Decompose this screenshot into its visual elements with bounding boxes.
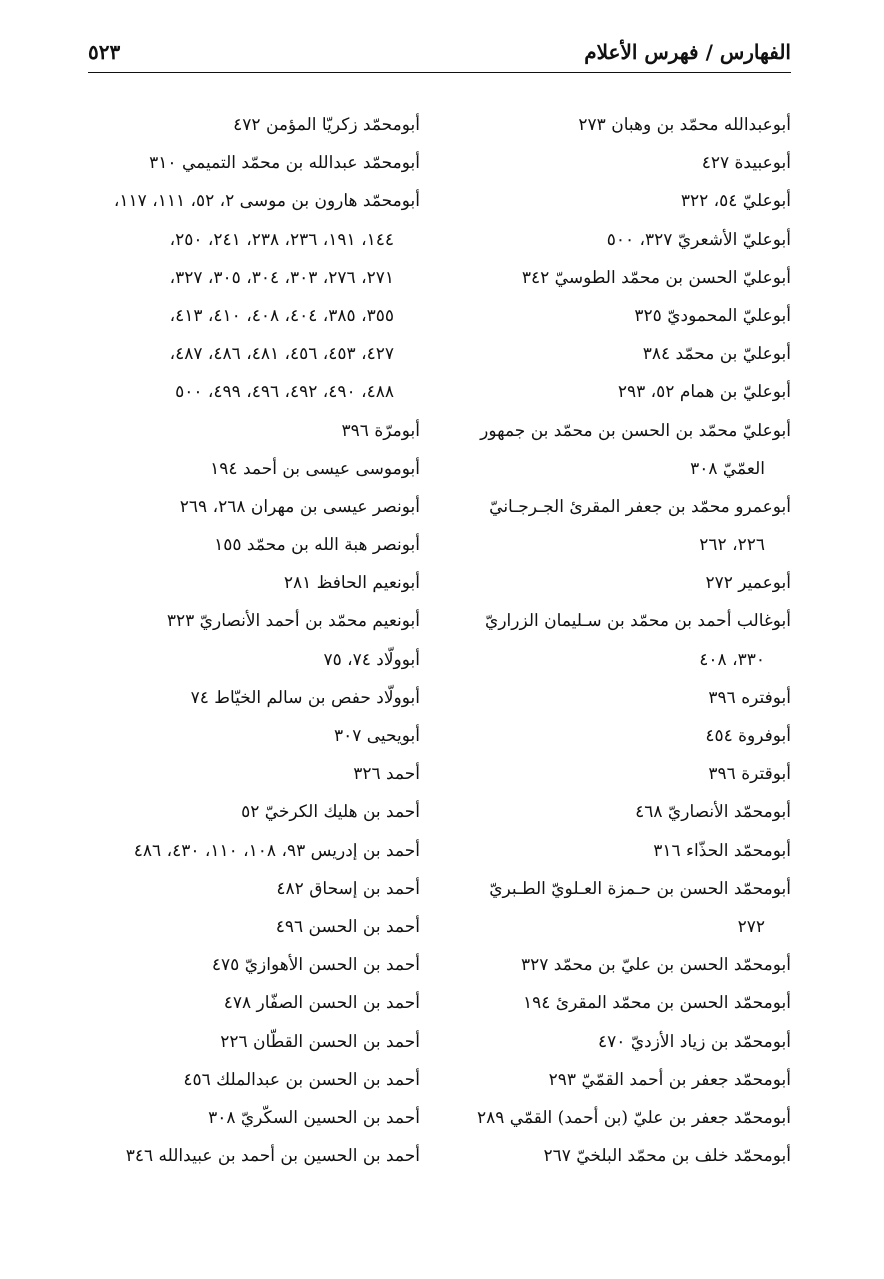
- index-entry: أحمد بن الحسن القطّان ٢٢٦: [220, 1031, 420, 1052]
- index-entry: أبوعليّ الأشعريّ ٣٢٧، ٥٠٠: [606, 229, 791, 250]
- index-entry: أحمد ٣٢٦: [353, 764, 420, 785]
- index-entry: أبومحمّد الحسن بن حـمزة العـلويّ الطـبريّ: [489, 878, 791, 899]
- index-entry: أحمد بن إدريس ٩٣، ١٠٨، ١١٠، ٤٣٠، ٤٨٦: [133, 840, 420, 861]
- index-entry-continuation: ١٤٤، ١٩١، ٢٣٦، ٢٣٨، ٢٤١، ٢٥٠،: [169, 229, 394, 250]
- index-entry-continuation: العمّيّ ٣٠٨: [690, 458, 765, 479]
- index-entry: أبومحمّد الحسن بن محمّد المقرئ ١٩٤: [523, 993, 791, 1014]
- index-entry: أبوعليّ بن همام ٥٢، ٢٩٣: [617, 382, 791, 403]
- index-entry: أحمد بن الحسين السكّريّ ٣٠٨: [208, 1107, 420, 1128]
- index-entry: أبونعيم الحافظ ٢٨١: [283, 573, 420, 594]
- index-entry: أبونصر عيسى بن مهران ٢٦٨، ٢٦٩: [179, 496, 420, 517]
- index-entry: أبومحمّد خلف بن محمّد البلخيّ ٢٦٧: [543, 1146, 791, 1167]
- index-entry: أحمد بن الحسن الأهوازيّ ٤٧٥: [211, 955, 420, 976]
- page-number: ٥٢٣: [88, 40, 121, 64]
- page-header: [88, 34, 791, 70]
- index-entry-continuation: ٢٧٢: [737, 916, 765, 937]
- index-entry: أبومحمّد الحذّاء ٣١٦: [653, 840, 791, 861]
- index-entry: أبوموسى عيسى بن أحمد ١٩٤: [210, 458, 420, 479]
- index-entry-continuation: ٤٨٨، ٤٩٠، ٤٩٢، ٤٩٦، ٤٩٩، ٥٠٠: [175, 382, 394, 403]
- index-entry: أبونصر هبة الله بن محمّد ١٥٥: [214, 535, 420, 556]
- index-entry-continuation: ٣٥٥، ٣٨٥، ٤٠٤، ٤٠٨، ٤١٠، ٤١٣،: [169, 305, 394, 326]
- index-entry: أبوعمير ٢٧٢: [705, 573, 791, 594]
- index-entry: أحمد بن هليك الكرخيّ ٥٢: [241, 802, 420, 823]
- index-entry: أبونعيم محمّد بن أحمد الأنصاريّ ٣٢٣: [166, 611, 420, 632]
- index-entry: أبوغالب أحمد بن محمّد بن سـليمان الزراريّ: [485, 611, 791, 632]
- index-entry-continuation: ٢٢٦، ٢٦٢: [699, 535, 765, 556]
- index-entry: أبومرّة ٣٩٦: [341, 420, 420, 441]
- index-column-left: [80, 106, 420, 1175]
- index-entry: أبوولّاد حفص بن سالم الخيّاط ٧٤: [190, 687, 420, 708]
- index-entry: أبوعمرو محمّد بن جعفر المقرئ الجـرجـانيّ: [489, 496, 791, 517]
- index-entry: أبويحيى ٣٠٧: [333, 726, 420, 746]
- index-entry: أبومحمّد بن زياد الأزديّ ٤٧٠: [598, 1031, 791, 1052]
- index-entry: أبوعليّ بن محمّد ٣٨٤: [642, 344, 791, 365]
- header-rule: [88, 72, 791, 73]
- index-entry: أبوعبدالله محمّد بن وهبان ٢٧٣: [578, 115, 791, 135]
- index-entry-continuation: ٣٣٠، ٤٠٨: [699, 649, 765, 670]
- index-entry: أبوعليّ المحموديّ ٣٢٥: [634, 305, 791, 326]
- index-entry: أبوولّاد ٧٤، ٧٥: [323, 649, 420, 670]
- index-entry: أبومحمّد هارون بن موسى ٢، ٥٢، ١١١، ١١٧،: [113, 191, 420, 212]
- index-entry: أبوعليّ ٥٤، ٣٢٢: [680, 191, 791, 212]
- index-entry: أبومحمّد عبدالله بن محمّد التميمي ٣١٠: [149, 153, 420, 174]
- index-entry: أبومحمّد زكريّا المؤمن ٤٧٢: [233, 115, 420, 135]
- running-title: الفهارس / فهرس الأعلام: [584, 40, 791, 64]
- index-entry: أبوعليّ محمّد بن الحسن بن محمّد بن جمهور: [480, 420, 791, 441]
- index-entry: أبومحمّد الأنصاريّ ٤٦٨: [635, 802, 791, 823]
- index-column-right: [461, 106, 791, 1175]
- index-entry: أحمد بن الحسن بن عبدالملك ٤٥٦: [183, 1069, 420, 1090]
- index-entry: أبومحمّد جعفر بن أحمد القمّيّ ٢٩٣: [548, 1069, 791, 1090]
- index-entry-continuation: ٤٢٧، ٤٥٣، ٤٥٦، ٤٨١، ٤٨٦، ٤٨٧،: [169, 344, 394, 365]
- index-entry: أبوقترة ٣٩٦: [708, 764, 791, 785]
- index-entry: أبوفتره ٣٩٦: [708, 687, 791, 708]
- index-entry: أحمد بن إسحاق ٤٨٢: [276, 878, 420, 899]
- index-entry: أبوفروة ٤٥٤: [705, 726, 791, 746]
- index-entry: أبومحمّد جعفر بن عليّ (بن أحمد) القمّي ٢٨٩: [476, 1107, 791, 1128]
- index-entry: أبومحمّد الحسن بن عليّ بن محمّد ٣٢٧: [521, 955, 791, 976]
- index-entry: أبوعليّ الحسن بن محمّد الطوسيّ ٣٤٢: [521, 267, 791, 288]
- index-entry: أحمد بن الحسن ٤٩٦: [275, 916, 420, 937]
- index-entry: أحمد بن الحسن الصفّار ٤٧٨: [223, 993, 420, 1014]
- index-entry: أحمد بن الحسين بن أحمد بن عبيدالله ٣٤٦: [125, 1146, 420, 1167]
- index-entry: أبوعبيدة ٤٢٧: [701, 153, 791, 174]
- index-entry-continuation: ٢٧١، ٢٧٦، ٣٠٣، ٣٠٤، ٣٠٥، ٣٢٧،: [169, 267, 394, 288]
